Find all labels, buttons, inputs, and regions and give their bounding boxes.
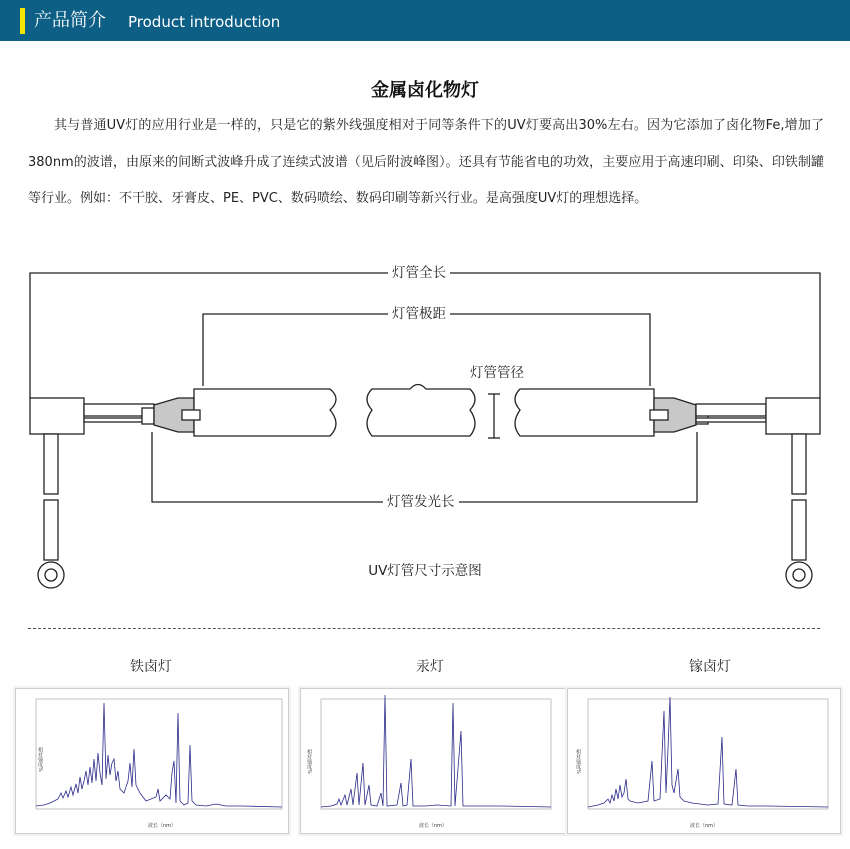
spectrum-chart [568,689,834,833]
x-axis-label: 波长（nm） [690,823,719,829]
electrode-distance-label: 灯管极距 [388,305,450,323]
iron-halide-title: 铁卤灯 [130,659,172,675]
x-axis-label: 波长（nm） [148,823,177,829]
tube-diameter-label: 灯管管径 [466,364,528,382]
middle-lamp-section [367,385,475,437]
spectrum-chart [16,689,288,833]
overall-length-label: 灯管全长 [388,264,450,282]
y-axis-label: 相对强度% [306,749,312,774]
overall-length-line [30,273,820,398]
dashed-separator [28,628,820,629]
y-axis-label: 相对强度% [37,747,43,772]
article-title: 金属卤化物灯 [371,80,479,101]
mercury-spectrum [300,688,574,834]
emitting-length-label: 灯管发光长 [383,493,459,511]
emitting-length-line [152,432,697,502]
x-axis-label: 波长（nm） [419,823,448,829]
gallium-halide-title: 镓卤灯 [689,659,731,675]
spectrum-chart [301,689,557,833]
header-title-en: Product introduction [128,13,281,31]
electrode-distance-line [203,314,650,386]
iron-halide-spectrum [15,688,289,834]
diagram-caption: UV灯管尺寸示意图 [368,563,482,579]
header-title-zh: 产品简介 [34,10,106,31]
article-paragraph: 其与普通UV灯的应用行业是一样的，只是它的紫外线强度相对于同等条件下的UV灯要高出30%左右。因为它添加了卤化物Fe,增加了380nm的波谱，由原来的间断式波峰升成了连续式波谱（见后附波峰图）。还具有节能省电的功效，主要应用于高速印刷、印染、印铁制罐等行业。例如：不干胶、牙膏皮、PE、PVC、数码喷绘、数码印刷等新兴行业。是高强度UV灯的理想选择。 [28,118,824,206]
mercury-title: 汞灯 [416,659,444,675]
gallium-halide-spectrum [567,688,841,834]
y-axis-label: 相对强度% [575,749,581,774]
